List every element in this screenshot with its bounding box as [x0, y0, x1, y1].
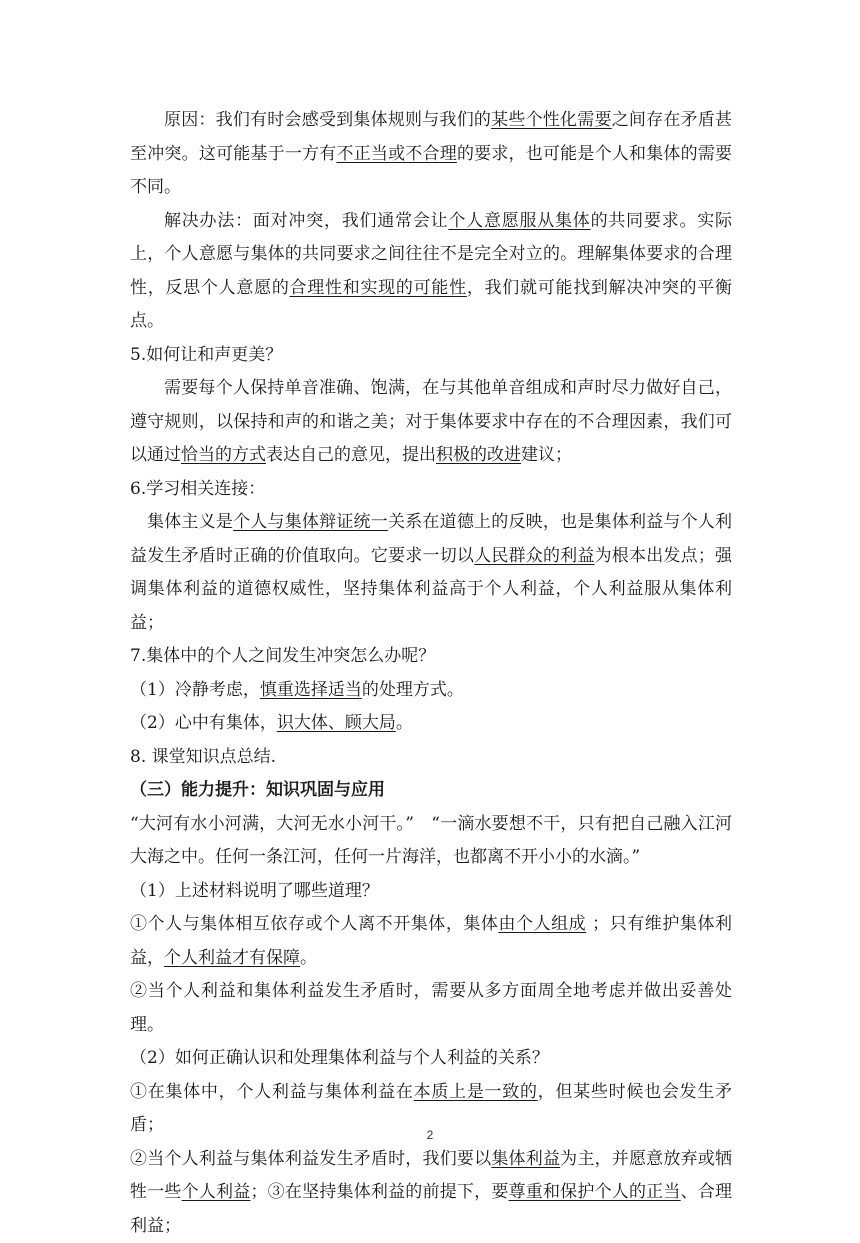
reason-text-3: 的要求，也可能是个人和集体的需要不同。 [130, 144, 732, 198]
section3-answer-b2 [130, 1143, 732, 1243]
q7-item-2-underline: 识大体、顾大局 [277, 713, 396, 733]
q7-item-2-text-2: 。 [396, 713, 413, 733]
answer-b2-underline-2: 个人利益 [182, 1182, 251, 1202]
section3-subquestion-2: （2）如何正确认识和处理集体利益与个人利益的关系？ [130, 1042, 732, 1076]
q6-text-3: 为根本出发点；强调集体利益的道德权威性，坚持集体利益高于个人利益，个人利益服从集体利益； [130, 546, 732, 633]
q7-item-2-text-1: （2）心中有集体， [130, 713, 277, 733]
answer-1-underline-1: 由个人组成 [498, 914, 586, 934]
q5-heading: 5.如何让和声更美？ [130, 339, 732, 373]
q6-underline-2: 人民群众的利益 [474, 546, 594, 566]
q7-item-1-text-1: （1）冷静考虑， [130, 680, 260, 700]
q5-text-3: 建议； [521, 445, 572, 465]
q7-item-1 [130, 674, 732, 708]
page-number: 2 [0, 1128, 860, 1142]
q6-paragraph [130, 506, 732, 640]
answer-b1-text-1: ①在集体中，个人利益与集体利益在 [130, 1082, 414, 1102]
solution-underline-1: 个人意愿服从集体 [448, 211, 590, 231]
answer-b2-text-2: 为主，并愿意放弃或牺牲一些 [130, 1149, 732, 1203]
answer-b2-text-4: 、合理利益； [130, 1182, 732, 1236]
answer-b2-text-3: ；③在坚持集体利益的前提下，要 [250, 1182, 508, 1202]
answer-b1-underline-1: 本质上是一致的 [414, 1082, 538, 1102]
answer-1-text-3: 。 [300, 948, 317, 968]
solution-text-2: 的共同要求。实际上，个人意愿与集体的共同要求之间往往不是完全对立的。理解集体要求的合理性，反思个人意愿的 [130, 211, 732, 298]
q5-text-2: 表达自己的意见，提出 [266, 445, 436, 465]
q5-underline-2: 积极的改进 [436, 445, 521, 465]
q6-text-1: 集体主义是 [147, 512, 233, 532]
q7-item-1-text-2: 的处理方式。 [362, 680, 464, 700]
section3-answer-2: ②当个人利益和集体利益发生矛盾时，需要从多方面周全地考虑并做出妥善处理。 [130, 975, 732, 1042]
reason-text-2: 之间存在矛盾甚至冲突。这可能基于一方有 [130, 110, 732, 164]
answer-b2-underline-3: 尊重和保护个人的正当 [509, 1182, 681, 1202]
q7-item-2 [130, 707, 732, 741]
reason-underline-1: 某些个性化需要 [491, 110, 612, 130]
q6-heading: 6.学习相关连接： [130, 473, 732, 507]
q5-paragraph [130, 372, 732, 473]
q6-underline-1: 个人与集体辩证统一 [233, 512, 388, 532]
solution-underline-2: 合理性和实现的可能性 [290, 278, 467, 298]
q5-text-1: 需要每个人保持单音准确、饱满，在与其他单音组成和声时尽力做好自己，遵守规则，以保持和声的和谐之美；对于集体要求中存在的不合理因素，我们可以通过 [130, 378, 732, 465]
solution-paragraph [130, 205, 732, 339]
answer-b2-underline-1: 集体利益 [491, 1149, 560, 1169]
q5-underline-1: 恰当的方式 [181, 445, 266, 465]
reason-underline-2: 不正当或不合理 [336, 144, 456, 164]
solution-text-3: ，我们就可能找到解决冲突的平衡点。 [130, 278, 732, 332]
reason-paragraph [130, 104, 732, 205]
reason-text-1: 原因：我们有时会感受到集体规则与我们的 [164, 110, 491, 130]
answer-b2-text-1: ②当个人利益与集体利益发生矛盾时，我们要以 [130, 1149, 491, 1169]
q8-heading: 8. 课堂知识点总结. [130, 741, 732, 775]
solution-text-1: 解决办法：面对冲突，我们通常会让 [164, 211, 448, 231]
q7-item-1-underline: 慎重选择适当 [260, 680, 362, 700]
answer-b1-text-2: ，但某些时候也会发生矛盾； [130, 1082, 732, 1136]
answer-1-underline-2: 个人利益才有保障 [164, 948, 300, 968]
answer-1-text-2: ；只有维护集体利益， [130, 914, 732, 968]
section3-answer-1 [130, 908, 732, 975]
q7-heading: 7.集体中的个人之间发生冲突怎么办呢？ [130, 640, 732, 674]
section3-subquestion-1: （1）上述材料说明了哪些道理？ [130, 875, 732, 909]
section3-quote: “大河有水小河满，大河无水小河干。” “一滴水要想不干，只有把自己融入江河大海之中。任何一条江河，任何一片海洋，也都离不开小小的水滴。” [130, 808, 732, 875]
q6-text-2: 关系在道德上的反映，也是集体利益与个人利益发生矛盾时正确的价值取向。它要求一切以 [130, 512, 732, 566]
section3-heading: （三）能力提升：知识巩固与应用 [130, 774, 732, 808]
answer-1-text-1: ①个人与集体相互依存或个人离不开集体，集体 [130, 914, 498, 934]
